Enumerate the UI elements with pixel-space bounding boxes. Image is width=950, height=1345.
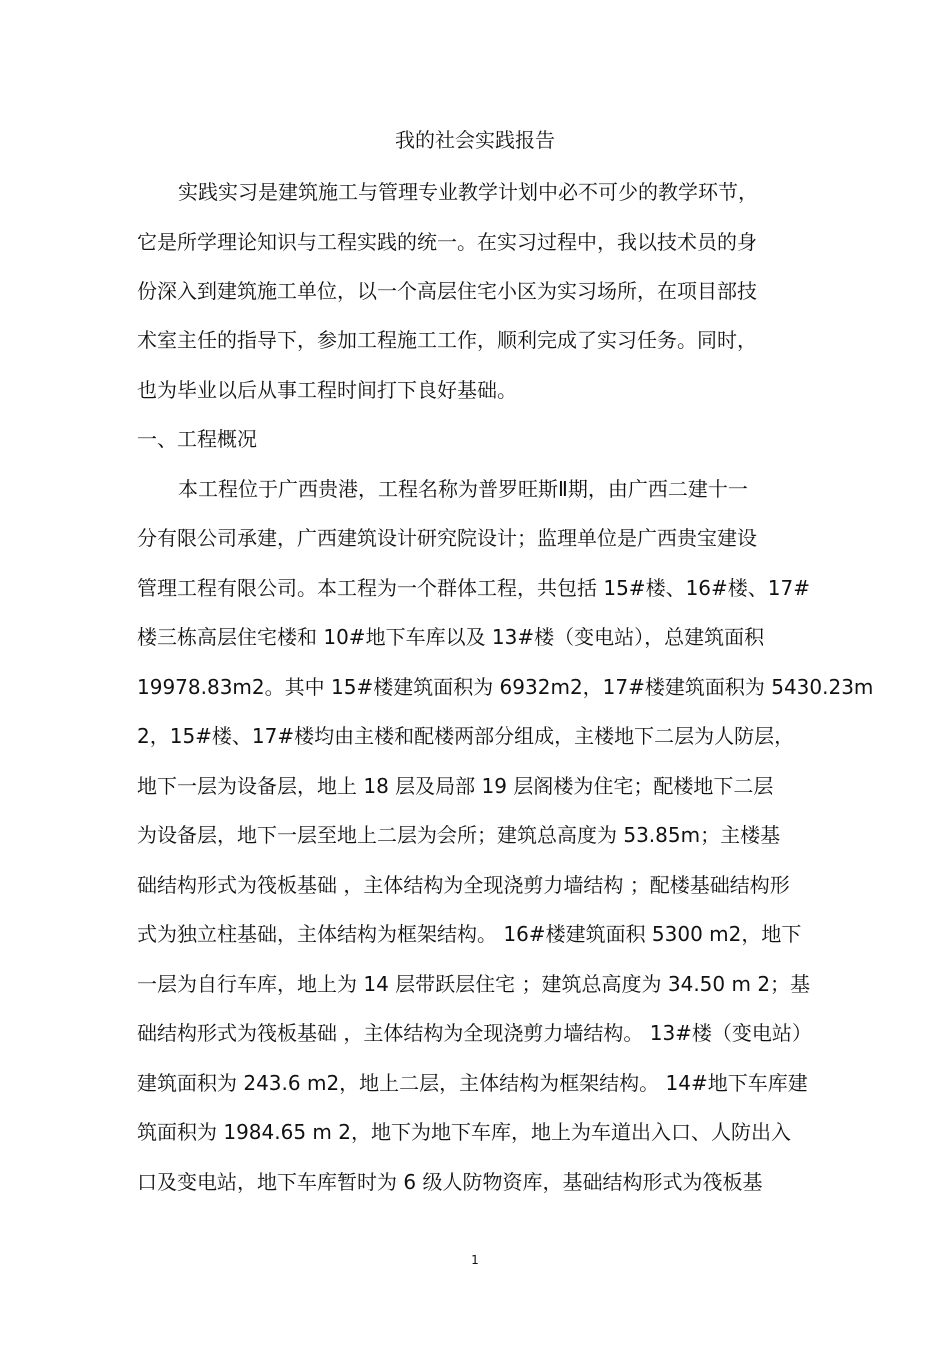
paragraph-line: 为设备层，地下一层至地上二层为会所；建筑总高度为 53.85m；主楼基 [137, 823, 781, 847]
paragraph-line: 一层为自行车库，地上为 14 层带跃层住宅 ；建筑总高度为 34.50 m 2；基 [137, 972, 811, 996]
paragraph-line: 2，15#楼、17#楼均由主楼和配楼两部分组成，主楼地下二层为人防层， [137, 724, 795, 748]
paragraph-line: 筑面积为 1984.65 m 2，地下为地下车库，地上为车道出入口、人防出入 [137, 1120, 791, 1144]
paragraph-line: 管理工程有限公司。本工程为一个群体工程，共包括 15#楼、16#楼、17# [137, 576, 810, 600]
paragraph-line: 份深入到建筑施工单位，以一个高层住宅小区为实习场所，在项目部技 [137, 279, 757, 303]
paragraph-line: 分有限公司承建，广西建筑设计研究院设计；监理单位是广西贵宝建设 [137, 526, 757, 550]
paragraph-line: 它是所学理论知识与工程实践的统一。在实习过程中，我以技术员的身 [137, 230, 757, 254]
paragraph-line: 建筑面积为 243.6 m2，地上二层，主体结构为框架结构。 14#地下车库建 [137, 1071, 808, 1095]
paragraph-line: 术室主任的指导下，参加工程施工工作，顺利完成了实习任务。同时， [137, 328, 757, 352]
paragraph-line: 地下一层为设备层，地上 18 层及局部 19 层阁楼为住宅；配楼地下二层 [137, 774, 774, 798]
paragraph-line: 也为毕业以后从事工程时间打下良好基础。 [137, 378, 517, 402]
paragraph-line: 19978.83m2。其中 15#楼建筑面积为 6932m2，17#楼建筑面积为 5430.23m [137, 675, 874, 699]
document-title: 我的社会实践报告 [395, 128, 555, 152]
paragraph-line: 础结构形式为筏板基础 ，主体结构为全现浇剪力墙结构 ；配楼基础结构形 [137, 873, 790, 897]
paragraph-line: 口及变电站，地下车库暂时为 6 级人防物资库，基础结构形式为筏板基 [137, 1170, 763, 1194]
page-number: 1 [471, 1253, 479, 1267]
paragraph-line: 本工程位于广西贵港，工程名称为普罗旺斯Ⅱ期，由广西二建十一 [178, 477, 748, 501]
paragraph-line: 础结构形式为筏板基础 ，主体结构为全现浇剪力墙结构。 13#楼（变电站） [137, 1021, 812, 1045]
paragraph-line: 楼三栋高层住宅楼和 10#地下车库以及 13#楼（变电站），总建筑面积 [137, 625, 765, 649]
section-heading: 一、工程概况 [137, 427, 257, 451]
paragraph-line: 实践实习是建筑施工与管理专业教学计划中必不可少的教学环节， [178, 180, 758, 204]
paragraph-line: 式为独立柱基础，主体结构为框架结构。 16#楼建筑面积 5300 m2，地下 [137, 922, 802, 946]
